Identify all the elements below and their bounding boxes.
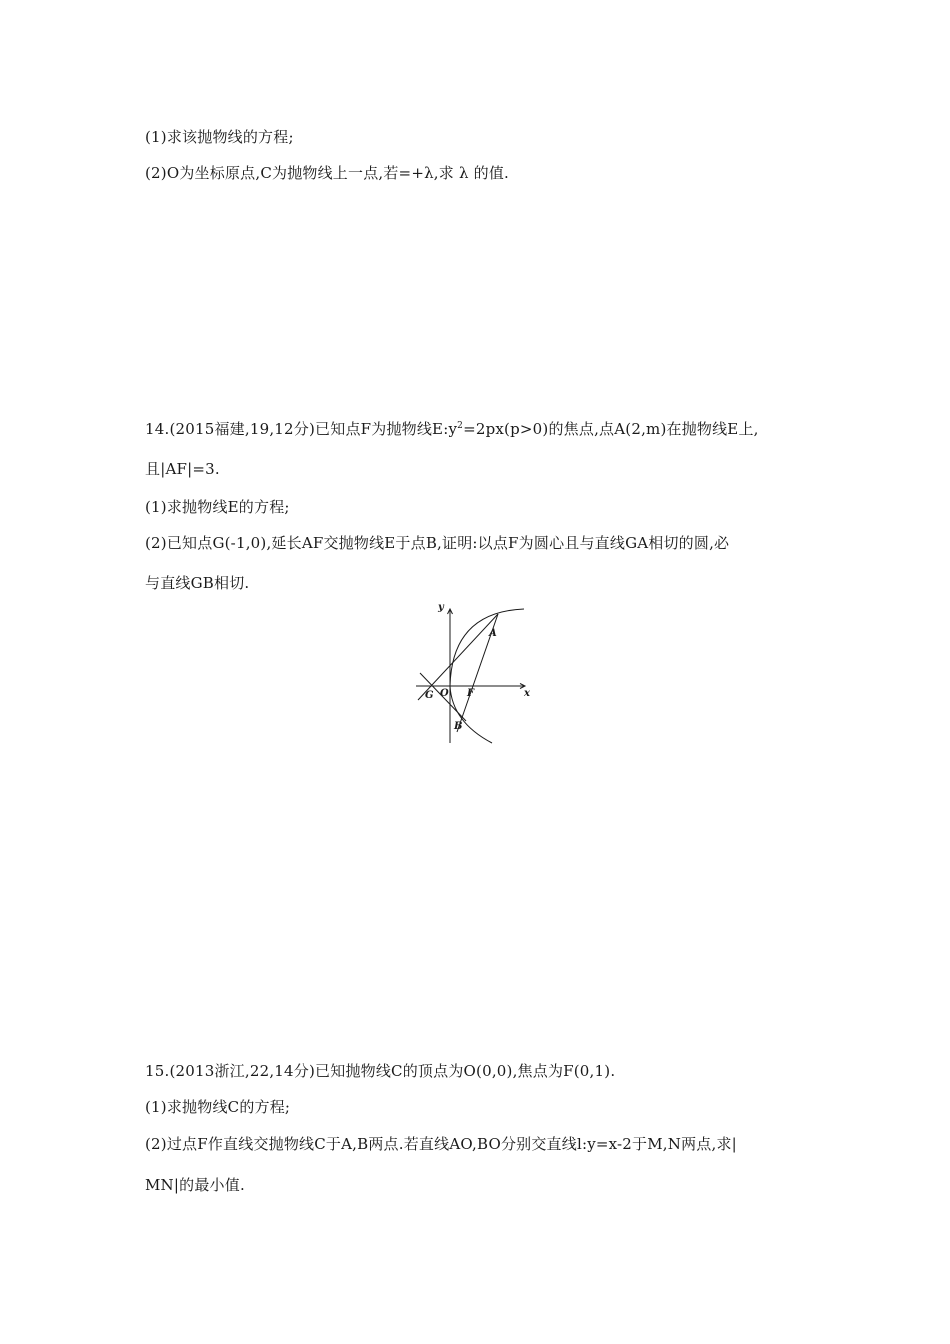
- problem14-stem: [145, 419, 759, 439]
- problem14-stem-end: =2px(p>0)的焦点,点A(2,m)在抛物线E上,: [463, 420, 759, 438]
- parabola-figure: [412, 600, 536, 746]
- problem14-part1: (1)求抛物线E的方程;: [145, 498, 290, 516]
- problem13-part2: (2)O为坐标原点,C为抛物线上一点,若=+λ,求 λ 的值.: [145, 164, 509, 182]
- problem14-part2-line1: (2)已知点G(-1,0),延长AF交抛物线E于点B,证明:以点F为圆心且与直线GA相切的圆,必: [145, 534, 730, 552]
- problem13-part1: (1)求该抛物线的方程;: [145, 128, 294, 146]
- problem14-stem-start: 14.(2015福建,19,12分)已知点F为抛物线E:y: [145, 420, 458, 438]
- axis-x-label: x: [524, 688, 530, 699]
- point-A-label: A: [489, 628, 497, 639]
- axis-y-label: y: [438, 602, 444, 613]
- problem15-part2-line1: (2)过点F作直线交抛物线C于A,B两点.若直线AO,BO分别交直线l:y=x-2于M,N两点,求|: [145, 1135, 737, 1153]
- point-O-label: O: [440, 688, 449, 699]
- problem14-stem-line2: 且|AF|=3.: [145, 460, 220, 478]
- exponent: 2: [457, 421, 464, 431]
- problem15-part1: (1)求抛物线C的方程;: [145, 1098, 291, 1116]
- line-GA: [418, 614, 498, 700]
- point-B-label: B: [454, 721, 463, 732]
- problem15-part2-line2: MN|的最小值.: [145, 1176, 245, 1194]
- problem14-part2-line2: 与直线GB相切.: [145, 574, 250, 592]
- problem15-stem: 15.(2013浙江,22,14分)已知抛物线C的顶点为O(0,0),焦点为F(0,1).: [145, 1062, 616, 1080]
- point-G-label: G: [425, 690, 434, 701]
- point-F-label: F: [467, 688, 475, 699]
